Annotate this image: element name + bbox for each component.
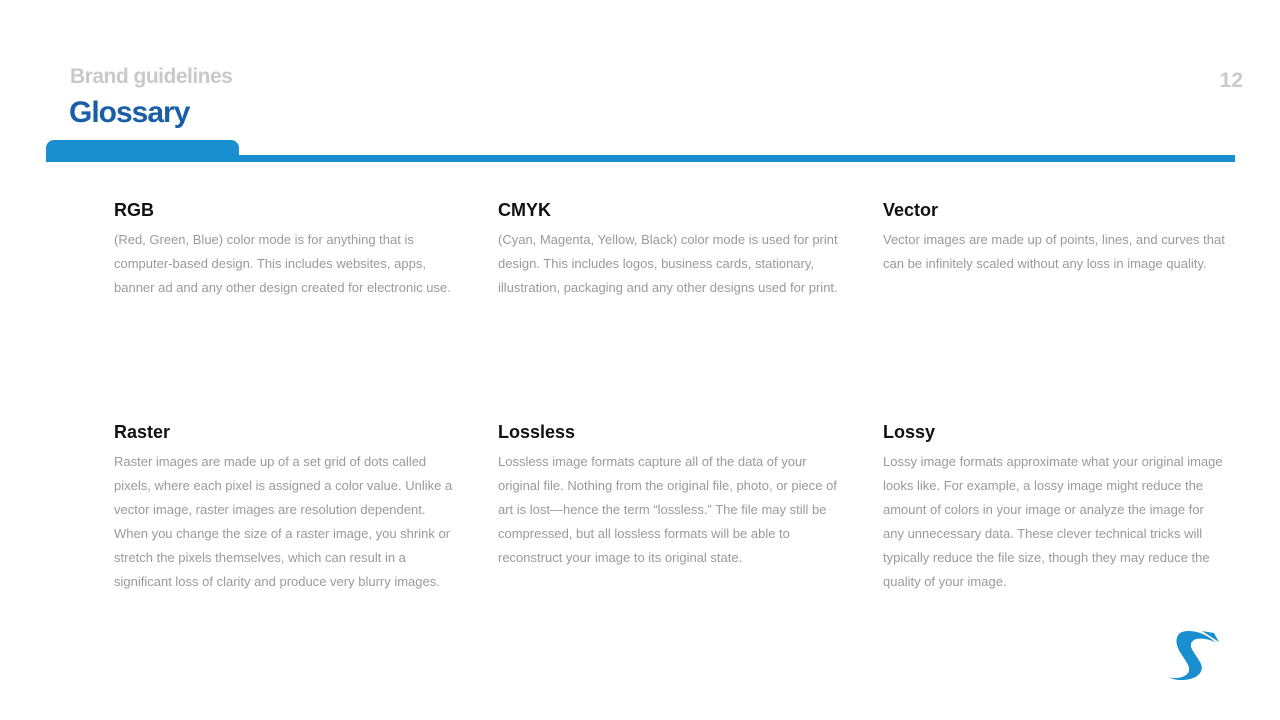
glossary-entry-lossy bbox=[883, 421, 1228, 594]
glossary-term: Lossy bbox=[883, 422, 936, 442]
glossary-term: CMYK bbox=[498, 200, 551, 220]
header-rule-line bbox=[46, 155, 1235, 162]
glossary-definition: Raster images are made up of a set grid of dots called pixels, where each pixel is assigned a color value. Unlike a vector image, raster images are resolution dependent. When you change the size of a raster image, you shrink or stretch the pixels themselves, which can result in a significant loss of clarity and produce very blurry images. bbox=[114, 454, 453, 589]
glossary-definition: (Cyan, Magenta, Yellow, Black) color mode is used for print design. This includes logos, business cards, stationary, illustration, packaging and any other designs used for print. bbox=[498, 232, 838, 295]
header-eyebrow: Brand guidelines bbox=[70, 65, 233, 88]
glossary-definition: Lossy image formats approximate what your original image looks like. For example, a lossy image might reduce the amount of colors in your image or analyze the image for any unnecessary data. These clever technical tricks will typically reduce the file size, though they may reduce the quality of your image. bbox=[883, 454, 1223, 589]
glossary-entry-raster bbox=[114, 421, 459, 594]
glossary-term: Lossless bbox=[498, 422, 576, 442]
glossary-term: Raster bbox=[114, 422, 171, 442]
glossary-entry-rgb bbox=[114, 199, 459, 300]
glossary-entry-vector bbox=[883, 199, 1228, 276]
glossary-definition: Lossless image formats capture all of the data of your original file. Nothing from the original file, photo, or piece of art is lost—hence the term “lossless.” The file may still be compressed, but all lossless formats will be able to reconstruct your image to its original state. bbox=[498, 454, 837, 565]
brand-s-logo-icon bbox=[1166, 630, 1220, 682]
glossary-term: RGB bbox=[114, 200, 154, 220]
glossary-entry-cmyk bbox=[498, 199, 843, 300]
page-title: Glossary bbox=[69, 96, 190, 129]
page-number: 12 bbox=[1219, 69, 1243, 92]
glossary-definition: (Red, Green, Blue) color mode is for anything that is computer-based design. This includes websites, apps, banner ad and any other design created for electronic use. bbox=[114, 232, 451, 295]
glossary-term: Vector bbox=[883, 200, 939, 220]
glossary-entry-lossless bbox=[498, 421, 843, 570]
glossary-definition: Vector images are made up of points, lines, and curves that can be infinitely scaled without any loss in image quality. bbox=[883, 232, 1225, 271]
